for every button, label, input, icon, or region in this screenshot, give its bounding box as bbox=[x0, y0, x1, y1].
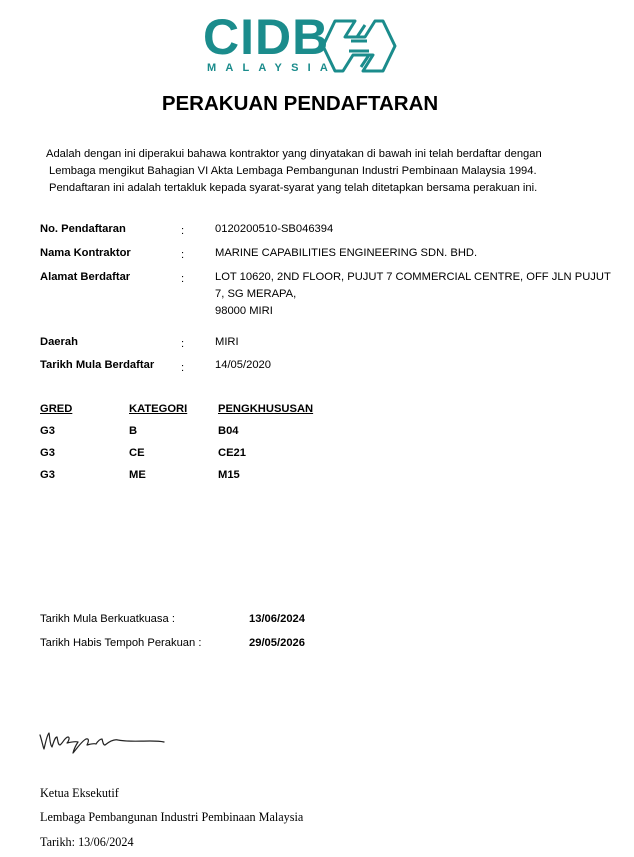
effective-date-value: 13/06/2024 bbox=[249, 613, 305, 625]
expiry-date-label: Tarikh Habis Tempoh Perakuan : bbox=[40, 637, 202, 649]
table-cell: G3 bbox=[40, 447, 55, 459]
signatory-date: Tarikh: 13/06/2024 bbox=[40, 835, 134, 849]
table-cell: CE21 bbox=[218, 447, 246, 459]
colon: : bbox=[181, 338, 185, 350]
start-date-value: 14/05/2020 bbox=[215, 359, 271, 371]
registration-no-value: 0120200510-SB046394 bbox=[215, 223, 334, 235]
logo-subtext: MALAYSIA bbox=[207, 62, 338, 74]
table-cell: B04 bbox=[218, 425, 239, 437]
signatory-organization: Lembaga Pembangunan Industri Pembinaan Malaysia bbox=[40, 810, 304, 824]
address-label: Alamat Berdaftar bbox=[40, 271, 131, 283]
intro-line: Lembaga mengikut Bahagian VI Akta Lembaga Pembangunan Industri Pembinaan Malaysia 1994. bbox=[49, 165, 537, 177]
colon: : bbox=[181, 273, 185, 285]
registration-no-label: No. Pendaftaran bbox=[40, 223, 126, 235]
table-cell: G3 bbox=[40, 425, 55, 437]
contractor-name-label: Nama Kontraktor bbox=[40, 247, 131, 259]
table-cell: B bbox=[129, 425, 138, 437]
effective-date-label: Tarikh Mula Berkuatkuasa : bbox=[40, 613, 175, 625]
table-cell: CE bbox=[129, 447, 145, 459]
address-line: 7, SG MERAPA, bbox=[215, 288, 297, 300]
table-cell: ME bbox=[129, 469, 146, 481]
district-label: Daerah bbox=[40, 336, 78, 348]
column-header-gred: GRED bbox=[40, 403, 73, 415]
colon: : bbox=[181, 249, 185, 261]
intro-line: Pendaftaran ini adalah tertakluk kepada syarat-syarat yang telah ditetapkan bersama perakuan ini. bbox=[49, 182, 538, 194]
start-date-label: Tarikh Mula Berdaftar bbox=[40, 359, 155, 371]
district-value: MIRI bbox=[215, 336, 239, 348]
expiry-date-value: 29/05/2026 bbox=[249, 637, 305, 649]
page-title: PERAKUAN PENDAFTARAN bbox=[161, 92, 439, 115]
intro-line: Adalah dengan ini diperakui bahawa kontraktor yang dinyatakan di bawah ini telah berdaftar dengan bbox=[46, 148, 542, 160]
logo-wordmark: CIDB bbox=[203, 9, 330, 65]
cidb-logo-icon bbox=[321, 17, 397, 80]
column-header-kategori: KATEGORI bbox=[129, 403, 188, 415]
signature-image bbox=[38, 727, 168, 760]
contractor-name-value: MARINE CAPABILITIES ENGINEERING SDN. BHD. bbox=[215, 247, 478, 259]
column-header-pengkhususan: PENGKHUSUSAN bbox=[218, 403, 314, 415]
address-line: 98000 MIRI bbox=[215, 305, 273, 317]
colon: : bbox=[181, 225, 185, 237]
table-cell: M15 bbox=[218, 469, 240, 481]
address-line: LOT 10620, 2ND FLOOR, PUJUT 7 COMMERCIAL CENTRE, OFF JLN PUJUT bbox=[215, 271, 611, 283]
table-cell: G3 bbox=[40, 469, 55, 481]
colon: : bbox=[181, 362, 185, 374]
signatory-position: Ketua Eksekutif bbox=[40, 786, 119, 800]
